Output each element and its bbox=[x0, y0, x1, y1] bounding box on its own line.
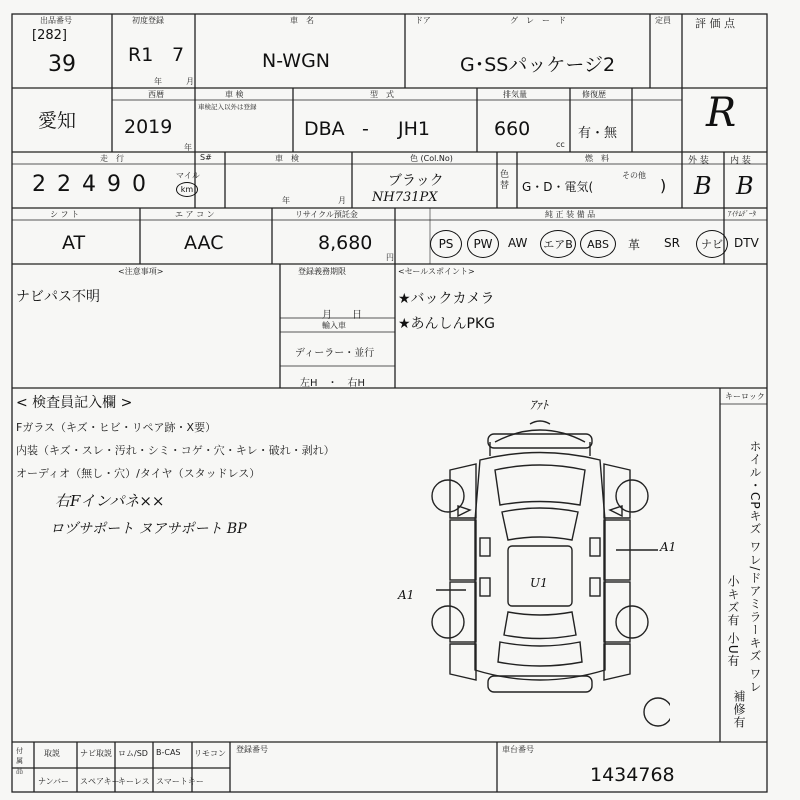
air-conditioner: AAC bbox=[184, 232, 224, 254]
fuel-close: ) bbox=[660, 176, 667, 195]
km-unit: km bbox=[176, 182, 198, 197]
reg-year: 2019 bbox=[124, 116, 173, 138]
acc-navi-manual: ナビ取説 bbox=[80, 749, 112, 758]
equip-pw: PW bbox=[467, 230, 499, 258]
mileage-label: 走 行 bbox=[100, 154, 124, 163]
model-label: 型 式 bbox=[370, 90, 394, 99]
handwritten-note-2: ロヅサポート ヌアサポート BP bbox=[50, 521, 247, 537]
dealer-parallel: ディーラー・並行 bbox=[295, 348, 375, 359]
mark-center: U1 bbox=[530, 576, 548, 590]
interior-label: 内 装 bbox=[730, 156, 751, 166]
yen-unit: 円 bbox=[386, 253, 394, 262]
lot-label: 出品番号 bbox=[40, 16, 72, 25]
sales-point-2: ★あんしんPKG bbox=[398, 316, 496, 332]
inspection-term-label: 車 検 bbox=[225, 90, 244, 99]
repair-history-label: 修復歴 bbox=[582, 90, 606, 99]
recycle-fee: 8,680 bbox=[318, 232, 373, 254]
door-label: ドア bbox=[415, 16, 431, 25]
tv-label: ｱｲﾃﾑﾃﾞｰﾀ bbox=[728, 210, 756, 218]
first-reg-era: R1 bbox=[128, 44, 154, 66]
acc-keyless: キーレス bbox=[118, 777, 150, 786]
mark-left-door: A1 bbox=[398, 588, 415, 602]
glass-line: Fガラス（キズ・ヒビ・リペア跡・X要） bbox=[16, 421, 217, 434]
month-unit: 月 bbox=[186, 77, 194, 86]
mile-unit: マイル bbox=[176, 171, 200, 180]
mark-right-door: A1 bbox=[660, 540, 677, 554]
lot-number: 39 bbox=[48, 52, 76, 77]
mileage: 2 2 4 9 0 bbox=[32, 172, 148, 197]
deadline-month-day: 月 日 bbox=[322, 310, 362, 321]
equip-airbag: エアB bbox=[540, 230, 576, 258]
model-code: JH1 bbox=[398, 118, 430, 140]
car-name: N-WGN bbox=[262, 50, 331, 72]
diagram-front-note: ｱｧﾄ bbox=[530, 398, 549, 412]
equip-leather: 革 bbox=[628, 238, 641, 252]
score-value: R bbox=[706, 90, 737, 136]
handle-side: 左H ・ 右H bbox=[300, 378, 366, 389]
capacity-label: 定員 bbox=[655, 16, 671, 25]
displacement-unit: cc bbox=[556, 140, 565, 149]
grade-label: グ レ ー ド bbox=[510, 16, 566, 25]
key-lock-label: キーロック bbox=[725, 392, 765, 401]
acc-manual: 取説 bbox=[44, 749, 60, 758]
handwritten-note-1: 右Fインパネ×× bbox=[55, 492, 165, 510]
equip-sunroof: SR bbox=[664, 236, 680, 250]
audio-tire-line: オーディオ（無し・穴）/タイヤ（スタッドレス） bbox=[16, 467, 261, 480]
car-damage-diagram bbox=[410, 400, 670, 740]
model-prefix: DBA bbox=[304, 118, 345, 140]
vertical-note-3: 補修有 bbox=[732, 690, 746, 729]
inspection-term-sub: 車検記入以外は登録 bbox=[198, 103, 257, 111]
acc-number-plate: ナンバー bbox=[38, 777, 70, 786]
vertical-note-1: ホイル・CPキズ ワレ/ドアミラーキズ ワレ bbox=[748, 440, 762, 694]
shift: AT bbox=[62, 232, 86, 254]
equip-navi: ナビ bbox=[696, 230, 728, 258]
deadline-label: 登録義務期限 bbox=[298, 267, 346, 276]
equip-aw: AW bbox=[508, 236, 528, 250]
row3-month-unit: 月 bbox=[338, 196, 346, 205]
equipment-label: 純 正 装 備 品 bbox=[545, 210, 596, 219]
accessories-label: 付属品 bbox=[16, 747, 23, 775]
recycle-label: リサイクル預託金 bbox=[295, 210, 358, 219]
exterior-grade: B bbox=[694, 172, 712, 200]
sgrade-label: S# bbox=[200, 153, 212, 162]
notice-label: <注意事項> bbox=[118, 267, 164, 276]
sales-point-1: ★バックカメラ bbox=[398, 291, 495, 307]
acc-bcas: B-CAS bbox=[156, 748, 181, 757]
acc-spare-key: スペアキー bbox=[80, 777, 120, 786]
acc-remote: リモコン bbox=[194, 749, 226, 758]
color-number: NH731PX bbox=[372, 190, 438, 205]
equip-ps: PS bbox=[430, 230, 462, 258]
chassis-number-label: 車台番号 bbox=[502, 745, 534, 754]
notice-text: ナビパス不明 bbox=[16, 289, 100, 305]
score-label: 評 価 点 bbox=[695, 17, 735, 30]
equip-abs: ABS bbox=[580, 230, 616, 258]
acc-smart-key: スマートキー bbox=[156, 777, 204, 786]
shift-label: シ フ ト bbox=[50, 210, 80, 219]
interior-line: 内装（キズ・スレ・汚れ・シミ・コゲ・穴・キレ・破れ・剥れ） bbox=[16, 444, 335, 457]
year-label: 西暦 bbox=[148, 90, 164, 99]
reg-year-unit: 年 bbox=[184, 143, 192, 152]
repair-history-value: 有・無 bbox=[578, 126, 618, 141]
ac-label: エ ア コ ン bbox=[175, 210, 215, 219]
displacement: 660 bbox=[494, 118, 531, 140]
vertical-note-2: 小キズ有 小U有 bbox=[726, 575, 740, 668]
vehicle-label: 車 検 bbox=[275, 154, 299, 163]
first-reg-label: 初度登録 bbox=[132, 16, 164, 25]
lot-sub: [282] bbox=[32, 28, 67, 43]
exterior-label: 外 装 bbox=[688, 156, 709, 166]
displacement-label: 排気量 bbox=[503, 90, 527, 99]
inspection-label: < 検査員記入欄 > bbox=[16, 395, 133, 411]
color-name: ブラック bbox=[388, 173, 444, 189]
car-name-label: 車 名 bbox=[290, 16, 314, 25]
import-label: 輸入車 bbox=[322, 321, 346, 330]
acc-rom-sd: ロム/SD bbox=[118, 749, 148, 758]
year-unit: 年 bbox=[154, 77, 162, 86]
fuel-label: 燃 料 bbox=[585, 154, 609, 163]
color-label: 色 (Col.No) bbox=[410, 154, 453, 163]
chassis-number: 1434768 bbox=[590, 764, 675, 786]
model-dash: - bbox=[362, 118, 369, 140]
fuel-value: G・D・電気( bbox=[522, 180, 594, 194]
row3-year-unit: 年 bbox=[282, 196, 290, 205]
sales-points-label: <セールスポイント> bbox=[398, 267, 475, 276]
first-reg-month: 7 bbox=[172, 44, 185, 66]
interior-grade: B bbox=[736, 172, 754, 200]
color-change-label: 色替 bbox=[500, 170, 510, 191]
registration-number-label: 登録番号 bbox=[236, 745, 268, 754]
grade: G･SSパッケージ2 bbox=[460, 54, 616, 76]
region: 愛知 bbox=[38, 110, 77, 132]
equip-dtv: DTV bbox=[734, 236, 759, 250]
fuel-other-label: その他 bbox=[622, 171, 646, 180]
